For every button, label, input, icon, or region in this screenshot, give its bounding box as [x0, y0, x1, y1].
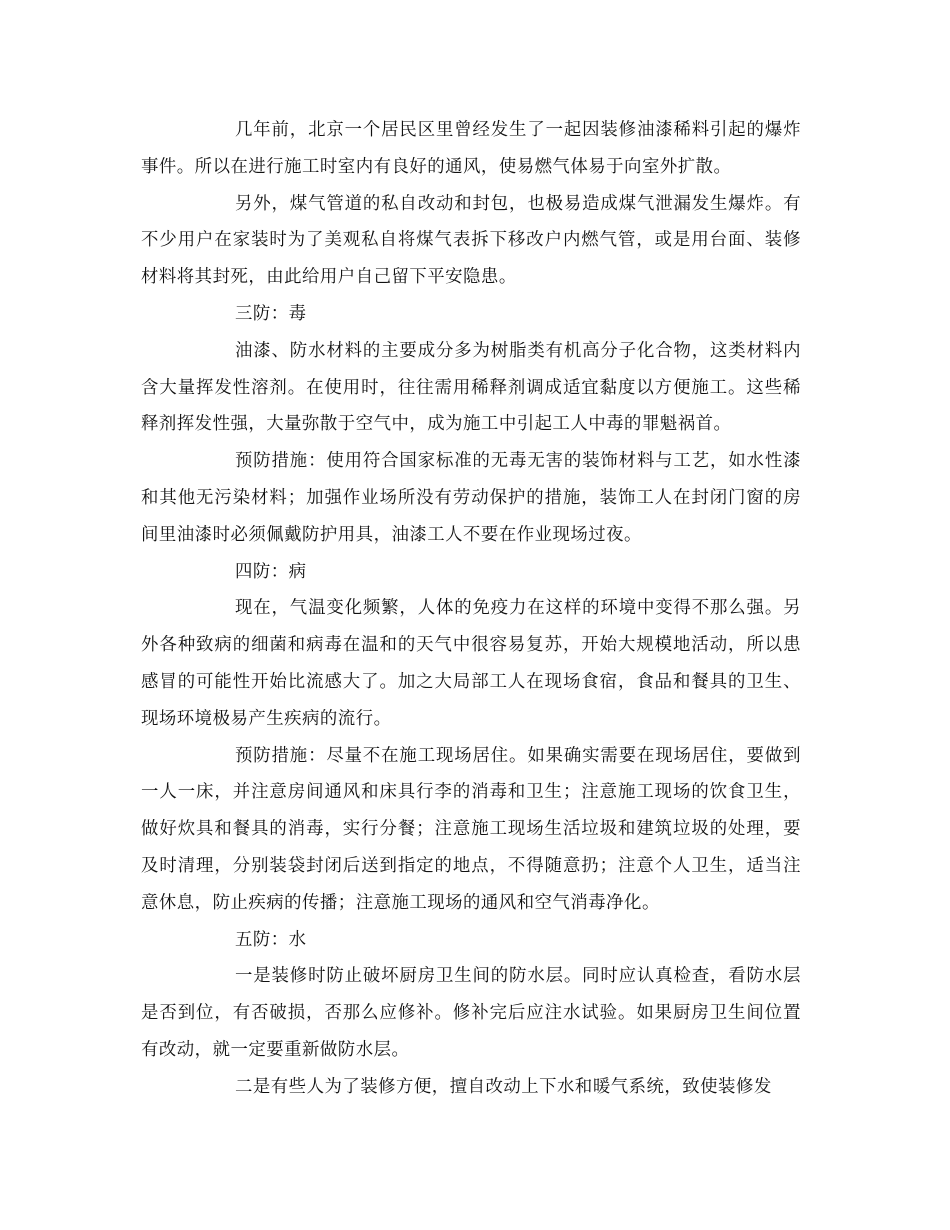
paragraph-explosion-case: 几年前，北京一个居民区里曾经发生了一起因装修油漆稀料引起的爆炸事件。所以在进行施工时室内有良好的通风，使易燃气体易于向室外扩散。	[141, 120, 801, 177]
document-body	[141, 112, 801, 1106]
paragraph-gas-pipe: 另外，煤气管道的私自改动和封包，也极易造成煤气泄漏发生爆炸。有不少用户在家装时为了美观私自将煤气表拆下移改户内燃气管，或是用台面、装修材料将其封死，由此给用户自己留下平安隐患。	[141, 193, 801, 288]
paragraph-paint-solvent: 油漆、防水材料的主要成分多为树脂类有机高分子化合物，这类材料内含大量挥发性溶剂。在使用时，往往需用稀释剂调成适宜黏度以方便施工。这些稀释剂挥发性强，大量弥散于空气中，成为施工中引起工人中毒的罪魁祸首。	[141, 340, 801, 435]
paragraph-climate-disease: 现在，气温变化频繁，人体的免疫力在这样的环境中变得不那么强。另外各种致病的细菌和病毒在温和的天气中很容易复苏，开始大规模地活动，所以患感冒的可能性开始比流感大了。加之大局部工人在现场食宿，食品和餐具的卫生、现场环境极易产生疾病的流行。	[141, 598, 801, 729]
paragraph-disease-prevention: 预防措施：尽量不在施工现场居住。如果确实需要在现场居住，要做到一人一床，并注意房间通风和床具行李的消毒和卫生；注意施工现场的饮食卫生，做好炊具和餐具的消毒，实行分餐；注意施工现场生活垃圾和建筑垃圾的处理，要及时清理，分别装袋封闭后送到指定的地点，不得随意扔；注意个人卫生，适当注意休息，防止疾病的传播；注意施工现场的通风和空气消毒净化。	[141, 745, 801, 913]
paragraph-waterproof-layer: 一是装修时防止破坏厨房卫生间的防水层。同时应认真检查，看防水层是否到位，有否破损，否那么应修补。修补完后应注水试验。如果厨房卫生间位置有改动，就一定要重新做防水层。	[141, 966, 801, 1060]
paragraph-poison-prevention: 预防措施：使用符合国家标准的无毒无害的装饰材料与工艺，如水性漆和其他无污染材料；加强作业场所没有劳动保护的措施，装饰工人在封闭门窗的房间里油漆时必须佩戴防护用具，油漆工人不要在作业现场过夜。	[141, 451, 801, 545]
paragraph-plumbing-change: 二是有些人为了装修方便，擅自改动上下水和暖气系统，致使装修发	[235, 1076, 772, 1097]
heading-poison: 三防：毒	[235, 303, 307, 324]
heading-disease: 四防：病	[235, 561, 307, 582]
heading-water: 五防：水	[235, 929, 307, 950]
